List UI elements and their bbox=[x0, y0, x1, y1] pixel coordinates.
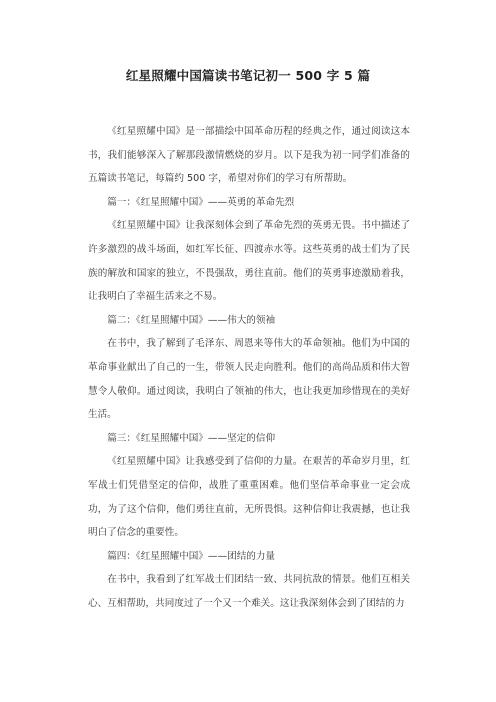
section-heading: 篇二：《红星照耀中国》——伟大的领袖 bbox=[107, 314, 276, 326]
document-body bbox=[88, 120, 410, 615]
document-title: 红星照耀中国篇读书笔记初一 500 字 5 篇 bbox=[125, 68, 371, 83]
section-heading: 篇三：《红星照耀中国》——坚定的信仰 bbox=[107, 432, 276, 444]
section-paragraph: 《红星照耀中国》让我感受到了信仰的力量。在艰苦的革命岁月里，红军战士们凭借坚定的信仰，战胜了重重困难。他们坚信革命事业一定会成功，为了这个信仰，他们勇往直前，无所畏惧。这种信仰让我震撼，也让我明白了信念的重要性。 bbox=[88, 456, 410, 539]
intro-paragraph: 《红星照耀中国》是一部描绘中国革命历程的经典之作，通过阅读这本书，我们能够深入了解那段激情燃烧的岁月。以下是我为初一同学们准备的五篇读书笔记，每篇约 500 字，希望对你们的学习有所帮助。 bbox=[88, 126, 410, 185]
section-paragraph: 《红星照耀中国》让我深刻体会到了革命先烈的英勇无畏。书中描述了许多激烈的战斗场面，如红军长征、四渡赤水等。这些英勇的战士们为了民族的解放和国家的独立，不畏强敌，勇往直前。他们的英勇事迹激励着我，让我明白了幸福生活来之不易。 bbox=[88, 220, 410, 303]
section-paragraph: 在书中，我看到了红军战士们团结一致、共同抗敌的情景。他们互相关心、互相帮助，共同度过了一个又一个难关。这让我深刻体会到了团结的力 bbox=[88, 574, 410, 609]
section-heading: 篇四：《红星照耀中国》——团结的力量 bbox=[107, 550, 276, 562]
section-paragraph: 在书中，我了解到了毛泽东、周恩来等伟大的革命领袖。他们为中国的革命事业献出了自己的一生，带领人民走向胜利。他们的高尚品质和伟大智慧令人敬仰。通过阅读，我明白了领袖的伟大，也让我更加珍惜现在的美好生活。 bbox=[88, 338, 410, 421]
section-heading: 篇一：《红星照耀中国》——英勇的革命先烈 bbox=[107, 196, 295, 208]
